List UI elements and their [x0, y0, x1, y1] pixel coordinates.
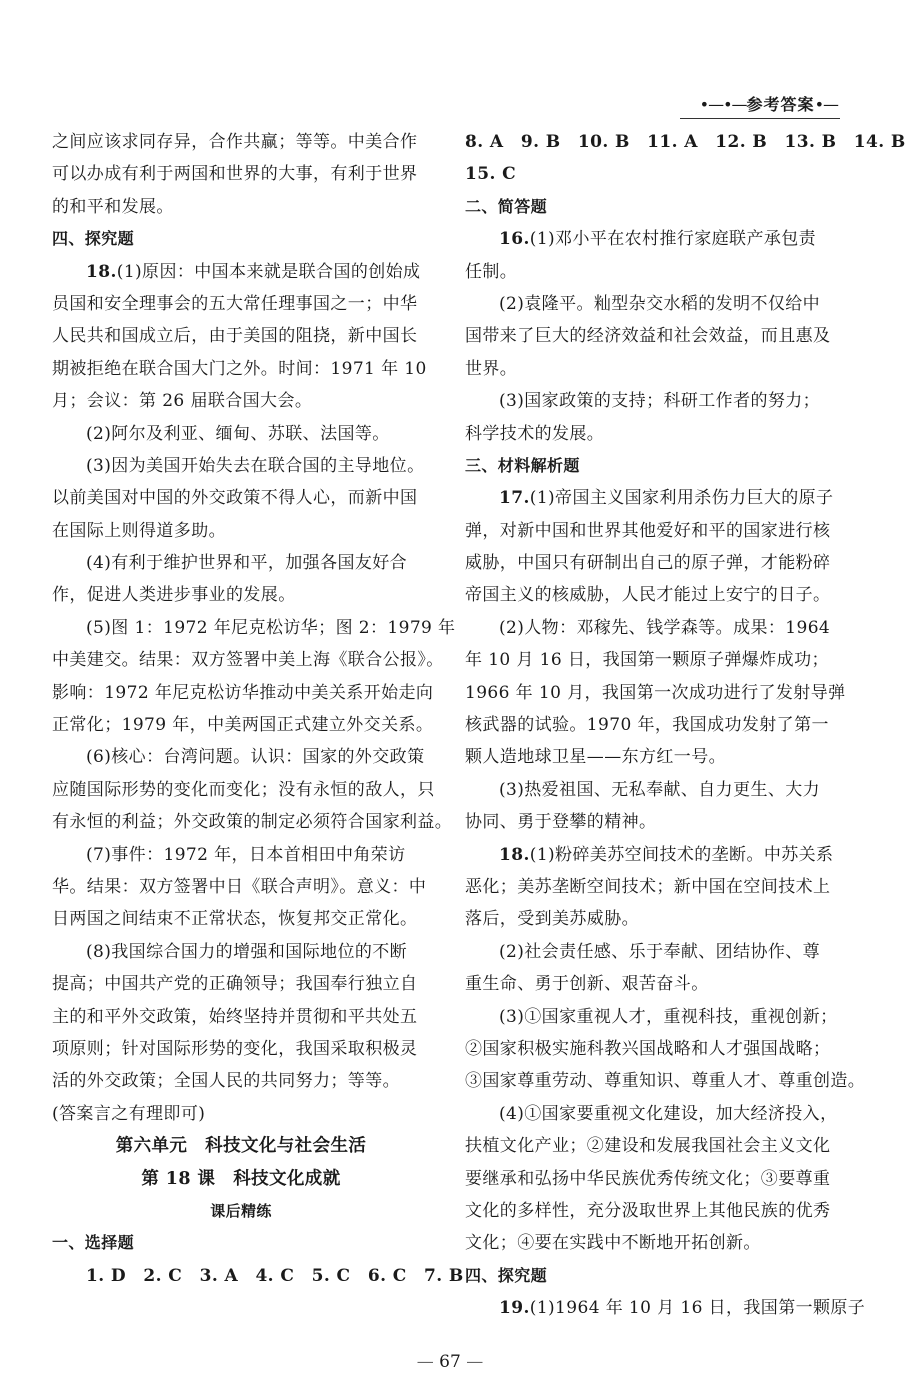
text-line: 月；会议：第 26 届联合国大会。	[52, 391, 313, 412]
text-line: 中美建交。结果：双方签署中美上海《联合公报》。	[52, 650, 444, 671]
text-line: (2)袁隆平。籼型杂交水稻的发明不仅给中	[499, 293, 821, 314]
text-line: 作，促进人类进步事业的发展。	[52, 585, 296, 606]
text-line: (8)我国综合国力的增强和国际地位的不断	[86, 941, 408, 962]
text-line: (2)人物：邓稼先、钱学森等。成果：1964	[499, 617, 831, 638]
text-line: 在国际上则得道多助。	[52, 520, 226, 541]
text-line: 科学技术的发展。	[465, 423, 605, 444]
answer-text: (1)帝国主义国家利用杀伤力巨大的原子	[529, 488, 834, 509]
text-line: 项原则；针对国际形势的变化，我国采取积极灵	[52, 1038, 418, 1059]
section-heading-material: 三、材料解析题	[465, 455, 580, 475]
text-line: 扶植文化产业；②建设和发展我国社会主义文化	[465, 1136, 831, 1157]
text-line: 核武器的试验。1970 年，我国成功发射了第一	[465, 715, 829, 736]
text-line: 应随国际形势的变化而变化；没有永恒的敌人，只	[52, 779, 435, 800]
text-line: 主的和平外交政策，始终坚持并贯彻和平共处五	[52, 1006, 418, 1027]
text-line: 协同、勇于登攀的精神。	[465, 812, 657, 833]
text-line: 要继承和弘扬中华民族优秀传统文化；③要尊重	[465, 1168, 831, 1189]
text-line: (答案言之有理即可)	[52, 1103, 206, 1124]
text-line: (4)①国家要重视文化建设，加大经济投入，	[499, 1103, 838, 1124]
choice-answers: 15. C	[465, 164, 517, 185]
text-line: (3)因为美国开始失去在联合国的主导地位。	[86, 455, 425, 476]
text-line: 提高；中国共产党的正确领导；我国奉行独立自	[52, 974, 418, 995]
question-number: 18.	[86, 261, 117, 282]
text-line: (5)图 1：1972 年尼克松访华；图 2：1979 年	[86, 617, 456, 638]
text-line: 恶化；美苏垄断空间技术；新中国在空间技术上	[465, 876, 831, 897]
text-line: 员国和安全理事会的五大常任理事国之一；中华	[52, 293, 418, 314]
left-column	[52, 126, 464, 1292]
page-number	[0, 1352, 900, 1372]
text-line: 年 10 月 16 日，我国第一颗原子弹爆炸成功；	[465, 650, 829, 671]
ornament-left-icon: •—•—	[699, 95, 747, 114]
text-line: (7)事件：1972 年，日本首相田中角荣访	[86, 844, 406, 865]
question-19	[465, 1292, 866, 1324]
text-line: (4)有利于维护世界和平，加强各国友好合	[86, 553, 408, 574]
text-line: 弹，对新中国和世界其他爱好和平的国家进行核	[465, 520, 831, 541]
choice-answers: 8. A 9. B 10. B 11. A 12. B 13. B 14. B	[465, 132, 906, 152]
question-number: 17.	[499, 488, 530, 509]
text-line: (2)社会责任感、乐于奉献、团结协作、尊	[499, 941, 821, 962]
lesson-title: 第 18 课 科技文化成就	[141, 1168, 341, 1189]
text-line: 活的外交政策；全国人民的共同努力；等等。	[52, 1071, 400, 1092]
text-line: 任制。	[465, 261, 518, 282]
text-line: 落后，受到美苏威胁。	[465, 909, 639, 930]
text-line: 世界。	[465, 358, 518, 379]
text-line: 威胁，中国只有研制出自己的原子弹，才能粉碎	[465, 553, 831, 574]
text-line: (3)热爱祖国、无私奉献、自力更生、大力	[499, 779, 821, 800]
answer-key-label: 参考答案	[746, 95, 815, 114]
dash-left-icon: —	[416, 1352, 434, 1372]
answer-text: (1)粉碎美苏空间技术的垄断。中苏关系	[529, 844, 834, 865]
text-line: 的和平和发展。	[52, 196, 174, 217]
text-line: 颗人造地球卫星——东方红一号。	[465, 747, 726, 768]
text-line: 华。结果：双方签署中日《联合声明》。意义：中	[52, 876, 427, 897]
unit-title: 第六单元 科技文化与社会生活	[115, 1136, 367, 1157]
text-line: 国带来了巨大的经济效益和社会效益，而且惠及	[465, 326, 831, 347]
question-number: 19.	[499, 1298, 530, 1319]
practice-subtitle: 课后精练	[210, 1201, 272, 1220]
question-number: 16.	[499, 229, 530, 250]
text-line: (3)①国家重视人才，重视科技，重视创新；	[499, 1006, 838, 1027]
question-18	[52, 256, 430, 288]
text-line: 有永恒的利益；外交政策的制定必须符合国家利益。	[52, 812, 453, 833]
question-number: 18.	[499, 844, 530, 865]
text-line: 期被拒绝在联合国大门之外。时间：1971 年 10	[52, 358, 427, 379]
question-18	[465, 839, 843, 871]
question-16	[465, 223, 843, 255]
text-line: 正常化；1979 年，中美两国正式建立外交关系。	[52, 715, 434, 736]
text-line: 1966 年 10 月，我国第一次成功进行了发射导弹	[465, 682, 846, 703]
ornament-right-icon: •—	[814, 95, 838, 114]
text-line: 可以办成有利于两国和世界的大事，有利于世界	[52, 164, 418, 185]
right-column	[465, 126, 906, 1324]
choice-answers: 1. D 2. C 3. A 4. C 5. C 6. C 7. B	[86, 1265, 464, 1286]
text-line: 人民共和国成立后，由于美国的阻挠，新中国长	[52, 326, 418, 347]
text-line: 文化的多样性，充分汲取世界上其他民族的优秀	[465, 1200, 831, 1221]
section-heading-inquiry: 四、探究题	[52, 229, 135, 249]
answer-text: (1)1964 年 10 月 16 日，我国第一颗原子	[529, 1298, 866, 1319]
text-line: 文化；④要在实践中不断地开拓创新。	[465, 1233, 761, 1254]
section-heading-inquiry: 四、探究题	[465, 1265, 548, 1285]
text-line: (6)核心：台湾问题。认识：国家的外交政策	[86, 747, 425, 768]
text-line: ③国家尊重劳动、尊重知识、尊重人才、尊重创造。	[465, 1071, 866, 1092]
text-line: ②国家积极实施科教兴国战略和人才强国战略；	[465, 1038, 831, 1059]
text-line: (2)阿尔及利亚、缅甸、苏联、法国等。	[86, 423, 390, 444]
answer-key-tag	[700, 92, 838, 115]
text-line: 重生命、勇于创新、艰苦奋斗。	[465, 974, 709, 995]
text-line: 日两国之间结束不正常状态，恢复邦交正常化。	[52, 909, 418, 930]
question-17	[465, 482, 843, 514]
dash-right-icon: —	[466, 1352, 484, 1372]
text-line: 帝国主义的核威胁，人民才能过上安宁的日子。	[465, 585, 831, 606]
answer-text: (1)原因：中国本来就是联合国的创始成	[116, 261, 421, 282]
text-line: 以前美国对中国的外交政策不得人心，而新中国	[52, 488, 418, 509]
text-line: (3)国家政策的支持；科研工作者的努力；	[499, 391, 821, 412]
page-number-value: 67	[439, 1352, 461, 1372]
text-line: 影响：1972 年尼克松访华推动中美关系开始走向	[52, 682, 434, 703]
header-rule	[680, 118, 840, 119]
answer-text: (1)邓小平在农村推行家庭联产承包责	[529, 229, 817, 250]
section-heading-short-answer: 二、简答题	[465, 196, 548, 216]
text-line: 之间应该求同存异，合作共赢；等等。中美合作	[52, 132, 418, 152]
section-heading-choice: 一、选择题	[52, 1233, 135, 1253]
